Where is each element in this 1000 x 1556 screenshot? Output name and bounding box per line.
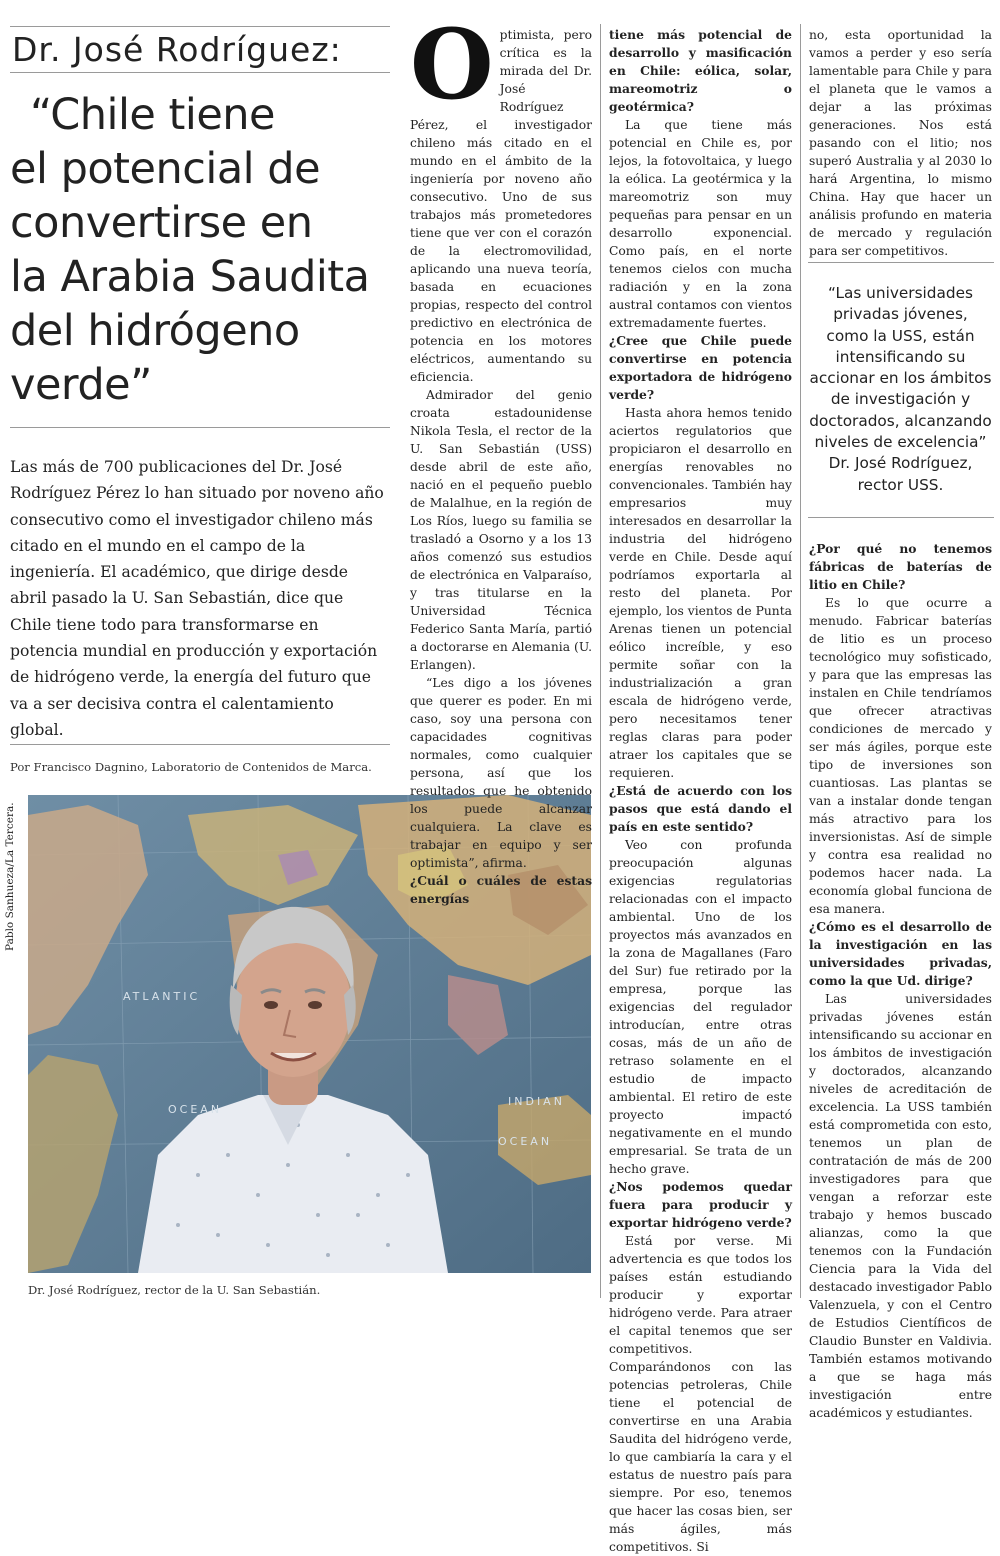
pull-quote-attribution: Dr. José Rodríguez, bbox=[828, 454, 973, 473]
map-label: OCEAN bbox=[498, 1135, 553, 1148]
pull-quote-attribution: rector USS. bbox=[857, 475, 944, 494]
article-paragraph: “Les digo a los jóvenes que querer es poder. En mi caso, soy una persona con capacidades cognitivas normales, como cualquier persona, así que los resultados que he obtenido los puede alcanzar cualquiera. La clave es trabajar en equipo y ser optimista”, afirma. bbox=[410, 676, 592, 870]
pull-quote-line: como la USS, están bbox=[826, 326, 975, 345]
headline-line: la Arabia Saudita bbox=[10, 252, 370, 302]
pullquote-rule-top bbox=[808, 262, 994, 263]
headline-line: convertirse en bbox=[10, 198, 313, 248]
map-label: ATLANTIC bbox=[123, 990, 201, 1003]
interview-question: ¿Nos podemos quedar fuera para producir y exportar hidrógeno verde? bbox=[609, 1179, 792, 1230]
interview-answer: Hasta ahora hemos tenido aciertos regulatorios que propiciaron el desarrollo en energías renovables no convencionales. También hay empresarios muy interesados en desarrollar la industria del hidrógeno verde en Chile. Desde aquí podríamos exportarla al resto del planeta. Por ejemplo, los vientos de Punta Arenas tienen un potencial eólico increíble, y eso permite soñar con la industrialización a gran escala de hidrógeno verde, pero necesitamos tener reglas claras para poder atraer los capitales que se requieren. bbox=[609, 406, 792, 780]
pull-quote bbox=[803, 283, 998, 496]
headline-rule-bottom bbox=[10, 427, 390, 428]
article-column-2 bbox=[609, 26, 792, 1556]
photo-credit: Pablo Sanhueza/La Tercera. bbox=[4, 802, 16, 951]
interview-answer: no, esta oportunidad la vamos a perder y eso sería lamentable para Chile y para el planeta que le vamos a dejar a las próximas generaciones. Nos está pasando con el litio; nos superó Australia y al 2030 lo hará Argentina, lo mismo China. Hay que hacer un análisis profundo en materia de mercado y regulación para ser competitivos. bbox=[809, 28, 992, 258]
headline-line: el potencial de bbox=[10, 144, 321, 194]
interview-question: ¿Cómo es el desarrollo de la investigación en las universidades privadas, como la que Ud. dirige? bbox=[809, 919, 992, 988]
pullquote-rule-bottom bbox=[808, 517, 994, 518]
interview-answer: Es lo que ocurre a menudo. Fabricar baterías de litio es un proceso tecnológico muy sofisticado, y para que las empresas las instalen en Chile tendríamos que ofrecer atractivas condiciones de mercado y ser más ágiles, porque este tipo de inversiones son cuantiosas. Las plantas se van a instalar donde tengan más atractivo para los inversionistas. Así de simple y contra esa realidad no podemos hacer nada. La economía global funciona de esa manera. bbox=[809, 596, 992, 916]
interview-question: ¿Por qué no tenemos fábricas de baterías de litio en Chile? bbox=[809, 541, 992, 592]
map-label: INDIAN bbox=[508, 1095, 565, 1108]
author-credit: Por Francisco Dagnino, Laboratorio de Contenidos de Marca. bbox=[10, 760, 372, 774]
map-label: OCEAN bbox=[168, 1103, 223, 1116]
interview-question: tiene más potencial de desarrollo y masificación en Chile: eólica, solar, mareomotriz o geotérmica? bbox=[609, 27, 792, 114]
article-paragraph: ptimista, pero crítica es la mirada del Dr. José Rodríguez Pérez, el investigador chileno más citado en el mundo en el ámbito de la ingeniería por noveno año consecutivo. Uno de sus trabajos más prometedores tiene que ver con el corazón de la electromovilidad, aplicando una nueva teoría, basada en ecuaciones propias, respecto del control predictivo en electrónica de potencia en los motores eléctricos, aumentando su eficiencia. bbox=[410, 28, 592, 384]
lead-rule-bottom bbox=[10, 744, 390, 745]
pull-quote-line: niveles de excelencia” bbox=[814, 433, 987, 452]
article-column-3-top bbox=[809, 26, 992, 260]
pull-quote-line: intensificando su bbox=[835, 347, 966, 366]
lead-paragraph: Las más de 700 publicaciones del Dr. José Rodríguez Pérez lo han situado por noveno año consecutivo como el investigador chileno más citado en el mundo en el campo de la ingeniería. El académico, que dirige desde abril pasado la U. San Sebastián, dice que Chile tiene todo para transformarse en potencia mundial en producción y exportación de hidrógeno verde, la energía del futuro que va a ser decisiva contra el calentamiento global. bbox=[10, 458, 384, 739]
interview-answer: Está por verse. Mi advertencia es que todos los países están estudiando producir y exportar hidrógeno verde. Para atraer el capital tenemos que ser competitivos. Comparándonos con las potencias petroleras, Chile tiene el potencial de convertirse en una Arabia Saudita del hidrógeno verde, lo que cambiaría la cara y el estatus de nuestro país para siempre. Por eso, tenemos que hacer las cosas bien, ser más ágiles, más competitivos. Si bbox=[609, 1234, 792, 1554]
photo-caption: Dr. José Rodríguez, rector de la U. San Sebastián. bbox=[28, 1283, 321, 1297]
column-divider-2 bbox=[800, 24, 801, 1298]
headline bbox=[10, 88, 395, 412]
interview-question: ¿Cuál o cuáles de estas energías bbox=[410, 873, 592, 906]
column-divider-1 bbox=[600, 24, 601, 1298]
top-rule bbox=[10, 26, 390, 27]
interview-answer: La que tiene más potencial en Chile es, por lejos, la fotovoltaica, y luego la eólica. La geotérmica y la mareomotriz son muy pequeñas para pensar en un desarrollo exponencial. Como país, en el norte tenemos cielos con mucha radiación y en la zona austral contamos con vientos extremadamente fuertes. bbox=[609, 118, 792, 330]
headline-line: del hidrógeno bbox=[10, 306, 300, 356]
interview-answer: Veo con profunda preocupación algunas exigencias regulatorias relacionadas con el impacto ambiental. Uno de los proyectos más avanzados en la zona de Magallanes (Faro del Sur) fue retirado por la empresa, porque las exigencias del regulador introducían, entre otras cosas, más de un año de retraso solamente en el estudio de impacto ambiental. El retiro de este proyecto impactó negativamente en el mundo empresarial. Se trata de un hecho grave. bbox=[609, 838, 792, 1176]
interview-question: ¿Está de acuerdo con los pasos que está dando el país en este sentido? bbox=[609, 783, 792, 834]
headline-line: “Chile tiene bbox=[30, 90, 276, 140]
pull-quote-line: doctorados, alcanzando bbox=[809, 411, 992, 430]
headline-rule-top bbox=[10, 72, 390, 73]
interview-answer: Las universidades privadas jóvenes están intensificando su accionar en los ámbitos de investigación y doctorados, alcanzando niveles de acreditación de excelencia. La USS también está comprometida con esto, tenemos un plan de contratación de más de 200 investigadores para que vengan a reforzar este trabajo y hemos buscado alianzas, como la que tenemos con la Fundación Ciencia para la Vida del destacado investigador Pablo Valenzuela, y con el Centro de Estudios Científicos de Claudio Bunster en Valdivia. También estamos motivando a que se haga más investigación entre académicos y estudiantes. bbox=[809, 992, 992, 1420]
drop-cap: O bbox=[410, 8, 494, 121]
article-column-3-bottom bbox=[809, 540, 992, 1422]
pull-quote-line: accionar en los ámbitos bbox=[809, 369, 992, 388]
article-column-1 bbox=[410, 8, 592, 908]
interview-question: ¿Cree que Chile puede convertirse en potencia exportadora de hidrógeno verde? bbox=[609, 333, 792, 402]
headline-line: verde” bbox=[10, 360, 152, 410]
interviewee-name: Dr. José Rodríguez: bbox=[12, 30, 342, 69]
pull-quote-line: de investigación y bbox=[830, 390, 971, 409]
article-paragraph: Admirador del genio croata estadounidense Nikola Tesla, el rector de la U. San Sebastián (USS) desde abril de este año, nació en el pequeño pueblo de Malalhue, en la región de Los Ríos, luego su familia se trasladó a Osorno y a los 13 años comenzó sus estudios de electrónica en Valparaíso, y tras titularse en la Universidad Técnica Federico Santa María, partió a doctorarse en Alemania (U. Erlangen). bbox=[410, 388, 592, 672]
pull-quote-line: privadas jóvenes, bbox=[833, 305, 968, 324]
pull-quote-line: “Las universidades bbox=[828, 284, 973, 302]
